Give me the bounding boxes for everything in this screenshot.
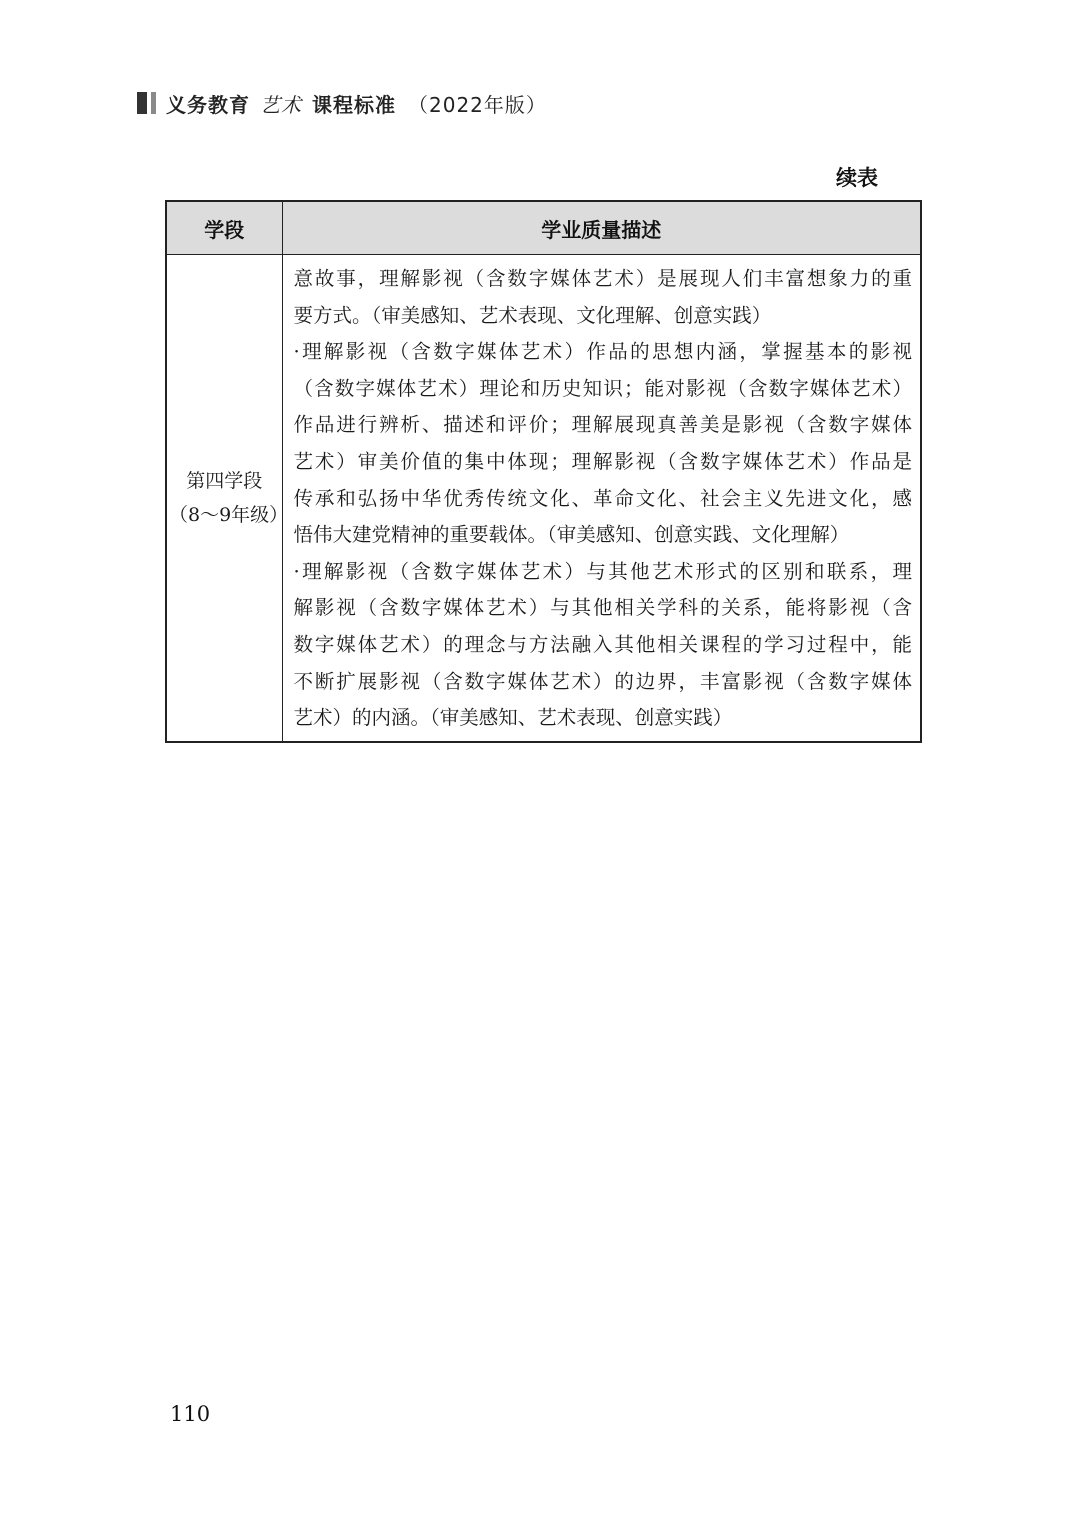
description-line: 悟伟大建党精神的重要载体。（审美感知、创意实践、文化理解） xyxy=(293,523,850,547)
table-header-row xyxy=(166,201,921,255)
column-header-stage: 学段 xyxy=(166,201,282,255)
description-line: 艺术）审美价值的集中体现；理解影视（含数字媒体艺术）作品是 xyxy=(293,449,912,473)
continued-label: 续表 xyxy=(836,166,878,190)
running-header xyxy=(137,88,547,118)
header-title: 课程标准 xyxy=(312,92,396,117)
description-line: 意故事，理解影视（含数字媒体艺术）是展现人们丰富想象力的重 xyxy=(293,267,912,290)
stage-name: 第四学段 xyxy=(186,469,263,492)
description-cell xyxy=(282,255,921,742)
description-line: 不断扩展影视（含数字媒体艺术）的边界，丰富影视（含数字媒体 xyxy=(293,669,912,693)
description-line: 要方式。（审美感知、艺术表现、文化理解、创意实践） xyxy=(293,303,772,327)
header-bar-thin xyxy=(151,92,156,114)
description-line: 解影视（含数字媒体艺术）与其他相关学科的关系，能将影视（含 xyxy=(293,596,912,620)
description-line: 传承和弘扬中华优秀传统文化、革命文化、社会主义先进文化，感 xyxy=(293,486,912,510)
page-number: 110 xyxy=(170,1402,211,1426)
quality-table xyxy=(165,200,922,743)
description-line: 艺术）的内涵。（审美感知、艺术表现、创意实践） xyxy=(293,706,733,730)
header-subject: 艺术 xyxy=(260,92,302,117)
stage-grades: （8～9年级） xyxy=(169,503,289,526)
description-line: 数字媒体艺术）的理念与方法融入其他相关课程的学习过程中，能 xyxy=(293,632,912,656)
description-line: ·理解影视（含数字媒体艺术）与其他艺术形式的区别和联系，理 xyxy=(293,559,912,583)
header-bars-mark xyxy=(137,92,156,114)
description-line: （含数字媒体艺术）理论和历史知识；能对影视（含数字媒体艺术） xyxy=(293,376,912,400)
description-line: 作品进行辨析、描述和评价；理解展现真善美是影视（含数字媒体 xyxy=(293,413,912,437)
column-header-description: 学业质量描述 xyxy=(282,201,921,255)
header-edition: （2022年版） xyxy=(408,92,547,117)
stage-cell xyxy=(166,255,289,742)
table-row xyxy=(166,255,921,742)
header-book: 义务教育 xyxy=(166,92,250,117)
header-bar-thick xyxy=(137,92,147,114)
description-line: ·理解影视（含数字媒体艺术）作品的思想内涵，掌握基本的影视 xyxy=(293,340,912,364)
